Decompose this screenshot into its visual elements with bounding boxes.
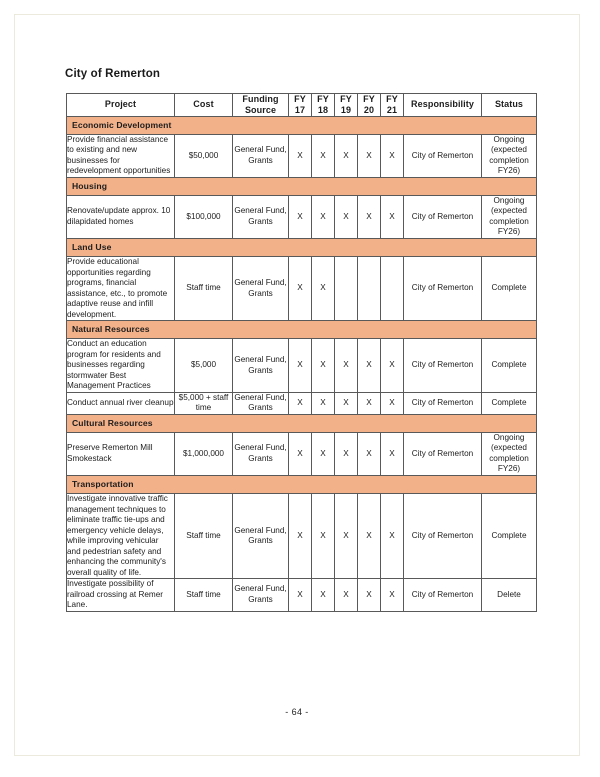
table-header-row xyxy=(67,94,537,117)
cell-fy17: X xyxy=(289,494,312,579)
cell-status: Complete xyxy=(482,257,537,321)
cell-fy21 xyxy=(381,257,404,321)
cell-funding-source: General Fund, Grants xyxy=(233,432,289,475)
cell-fy17: X xyxy=(289,432,312,475)
cell-fy18: X xyxy=(312,494,335,579)
cell-status: Complete xyxy=(482,392,537,414)
cell-fy21: X xyxy=(381,494,404,579)
column-header-fy18 xyxy=(312,94,335,117)
section-label: Natural Resources xyxy=(67,321,537,339)
cell-fy19: X xyxy=(335,339,358,393)
table-row xyxy=(67,579,537,612)
fy19-line-2: 19 xyxy=(340,104,352,115)
cell-fy17: X xyxy=(289,579,312,612)
table-row xyxy=(67,494,537,579)
section-header-row xyxy=(67,414,537,432)
cell-responsibility: City of Remerton xyxy=(404,339,482,393)
cell-status: Delete xyxy=(482,579,537,612)
cell-fy21: X xyxy=(381,195,404,238)
cell-funding-source: General Fund, Grants xyxy=(234,392,287,413)
cell-project: Renovate/update approx. 10 dilapidated homes xyxy=(67,195,175,238)
table-row xyxy=(67,432,537,475)
section-header-row xyxy=(67,116,537,134)
cell-project: Investigate possibility of railroad crossing at Remer Lane. xyxy=(67,579,175,612)
cell-status: Ongoing (expected completion FY26) xyxy=(482,195,537,238)
fy17-line-2: 17 xyxy=(294,104,306,115)
cell-project: Conduct annual river cleanup xyxy=(67,392,175,414)
cell-fy20: X xyxy=(358,432,381,475)
cell-cost: $5,000 + staff time xyxy=(175,392,233,414)
cell-fy18: X xyxy=(312,432,335,475)
cell-fy21: X xyxy=(381,579,404,612)
section-label: Land Use xyxy=(67,238,537,256)
fy18-line-2: 18 xyxy=(317,104,329,115)
cell-fy19: X xyxy=(335,195,358,238)
cell-fy20: X xyxy=(358,195,381,238)
implementation-table xyxy=(66,93,537,612)
column-header-fy19 xyxy=(335,94,358,117)
cell-cost: Staff time xyxy=(175,494,233,579)
column-header-funding-source xyxy=(233,94,289,117)
cell-funding-source: General Fund, Grants xyxy=(233,195,289,238)
cell-cost: Staff time xyxy=(175,257,233,321)
funding-source-line-1: Funding xyxy=(242,94,279,104)
cell-fy17: X xyxy=(289,392,312,414)
table-row xyxy=(67,134,537,177)
fy19-line-1: FY xyxy=(340,94,352,104)
cell-cost: $50,000 xyxy=(175,134,233,177)
cell-fy19: X xyxy=(335,134,358,177)
cell-cost: $1,000,000 xyxy=(175,432,233,475)
cell-funding-source: General Fund, Grants xyxy=(233,579,289,612)
cell-responsibility: City of Remerton xyxy=(404,257,482,321)
section-label: Cultural Resources xyxy=(67,414,537,432)
cell-cost: $5,000 xyxy=(175,339,233,393)
cell-fy18: X xyxy=(312,257,335,321)
cell-fy20: X xyxy=(358,579,381,612)
cell-responsibility: City of Remerton xyxy=(404,392,482,414)
cell-status: Ongoing (expected completion FY26) xyxy=(482,134,537,177)
cell-fy17: X xyxy=(289,257,312,321)
section-label: Transportation xyxy=(67,475,537,493)
cell-status: Complete xyxy=(482,494,537,579)
cell-responsibility: City of Remerton xyxy=(404,195,482,238)
cell-fy18: X xyxy=(312,392,335,414)
section-header-row xyxy=(67,475,537,493)
cell-fy20 xyxy=(358,257,381,321)
column-header-fy20 xyxy=(358,94,381,117)
cell-fy20: X xyxy=(358,339,381,393)
cell-fy19: X xyxy=(335,432,358,475)
column-header-project: Project xyxy=(67,94,175,117)
cell-responsibility: City of Remerton xyxy=(404,432,482,475)
cell-fy21: X xyxy=(381,134,404,177)
document-page xyxy=(14,14,580,756)
cell-fy17: X xyxy=(289,195,312,238)
cell-fy19: X xyxy=(335,494,358,579)
cell-fy18: X xyxy=(312,579,335,612)
column-header-responsibility: Responsibility xyxy=(404,94,482,117)
cell-fy19 xyxy=(335,257,358,321)
cell-project: Conduct an education program for residents and businesses regarding stormwater Best Management Practices xyxy=(67,339,175,393)
cell-funding-source: General Fund, Grants xyxy=(233,134,289,177)
cell-funding-source: General Fund, Grants xyxy=(233,257,289,321)
cell-project: Provide financial assistance to existing and new businesses for redevelopment opportunities xyxy=(67,134,175,177)
cell-status: Ongoing (expected completion FY26) xyxy=(482,432,537,475)
fy20-line-2: 20 xyxy=(363,104,375,115)
fy21-line-2: 21 xyxy=(386,104,398,115)
page-content xyxy=(15,15,579,755)
fy21-line-1: FY xyxy=(386,94,398,104)
cell-fy18: X xyxy=(312,339,335,393)
section-label: Economic Development xyxy=(67,116,537,134)
table-body xyxy=(67,116,537,611)
cell-responsibility: City of Remerton xyxy=(404,134,482,177)
cell-project: Preserve Remerton Mill Smokestack xyxy=(67,432,175,475)
page-title: City of Remerton xyxy=(65,68,161,80)
column-header-cost: Cost xyxy=(175,94,233,117)
section-header-row xyxy=(67,321,537,339)
cell-fy20: X xyxy=(358,494,381,579)
column-header-fy21 xyxy=(381,94,404,117)
cell-fy17: X xyxy=(289,134,312,177)
cell-cost: $100,000 xyxy=(175,195,233,238)
cell-responsibility: City of Remerton xyxy=(404,494,482,579)
fy18-line-1: FY xyxy=(317,94,329,104)
cell-fy21: X xyxy=(381,392,404,414)
table-row xyxy=(67,339,537,393)
table-row xyxy=(67,392,537,414)
cell-fy18: X xyxy=(312,134,335,177)
cell-fy20: X xyxy=(358,134,381,177)
fy20-line-1: FY xyxy=(363,94,375,104)
cell-fy19: X xyxy=(335,392,358,414)
section-header-row xyxy=(67,177,537,195)
cell-fy20: X xyxy=(358,392,381,414)
column-header-fy17 xyxy=(289,94,312,117)
page-number: - 64 - xyxy=(285,707,309,717)
cell-funding-source: General Fund, Grants xyxy=(233,339,289,393)
cell-funding-source: General Fund, Grants xyxy=(233,494,289,579)
table-header xyxy=(67,94,537,117)
section-label: Housing xyxy=(67,177,537,195)
table-row xyxy=(67,195,537,238)
cell-project: Provide educational opportunities regarding programs, financial assistance, etc., to promote adaptive reuse and infill development. xyxy=(67,257,175,321)
cell-project: Investigate innovative traffic management techniques to eliminate traffic tie-ups and emergency vehicle delays, while improving vehicular and pedestrian safety and enhancing the community's overall quality of life. xyxy=(67,494,175,579)
fy17-line-1: FY xyxy=(294,94,306,104)
cell-cost: Staff time xyxy=(175,579,233,612)
funding-source-line-2: Source xyxy=(244,104,277,115)
cell-fy19: X xyxy=(335,579,358,612)
table-row xyxy=(67,257,537,321)
cell-responsibility: City of Remerton xyxy=(404,579,482,612)
column-header-status: Status xyxy=(482,94,537,117)
section-header-row xyxy=(67,238,537,256)
cell-fy21: X xyxy=(381,432,404,475)
cell-fy21: X xyxy=(381,339,404,393)
cell-fy18: X xyxy=(312,195,335,238)
cell-status: Complete xyxy=(482,339,537,393)
cell-fy17: X xyxy=(289,339,312,393)
